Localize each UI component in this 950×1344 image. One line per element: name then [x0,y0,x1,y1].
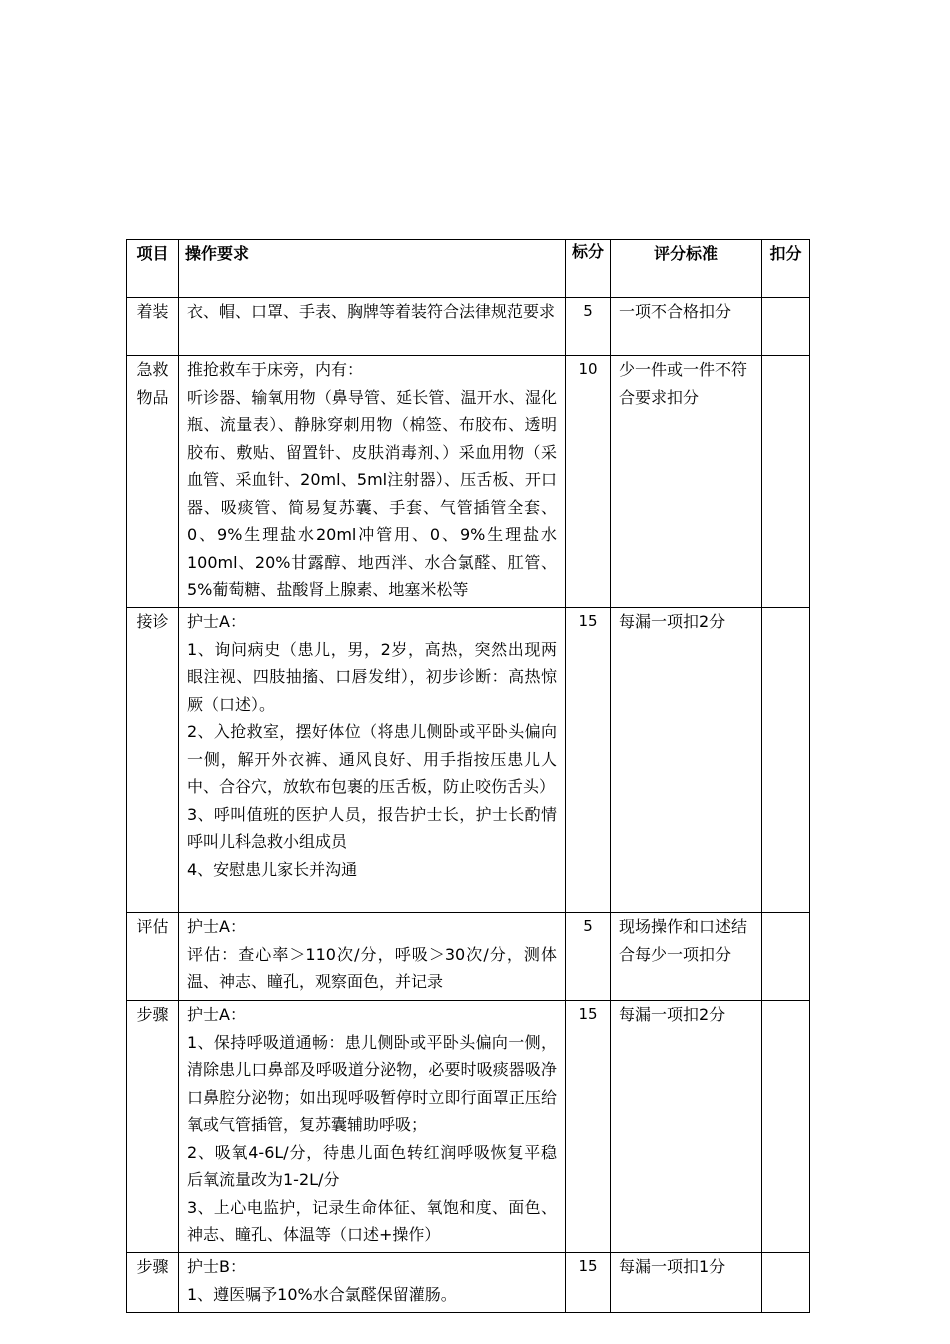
row-criteria: 每漏一项扣2分 [611,1001,762,1253]
table-header-row [127,240,810,298]
row-deduction [762,913,810,1001]
table-row [127,608,810,913]
header-item: 项目 [127,240,179,298]
row-item: 步骤 [127,1253,179,1313]
row-criteria: 每漏一项扣1分 [611,1253,762,1313]
requirement-line: 评估：查心率＞110次/分，呼吸＞30次/分，测体温、神志、瞳孔，观察面色，并记录 [187,944,557,991]
row-item: 评估 [127,913,179,1001]
row-score: 5 [566,913,611,1001]
row-score: 5 [566,298,611,356]
table-row [127,913,810,1001]
row-requirement [179,1001,566,1253]
row-item: 步骤 [127,1001,179,1253]
row-score: 15 [566,1001,611,1253]
requirement-line: 3、呼叫值班的医护人员，报告护士长，护士长酌情呼叫儿科急救小组成员 [187,804,557,851]
header-requirement: 操作要求 [179,240,566,298]
row-requirement [179,356,566,608]
row-deduction [762,298,810,356]
scoring-sheet [126,239,810,1313]
row-criteria: 现场操作和口述结合每少一项扣分 [611,913,762,1001]
requirement-line: 听诊器、输氧用物（鼻导管、延长管、温开水、湿化瓶、流量表）、静脉穿刺用物（棉签、布胶布、透明胶布、敷贴、留置针、皮肤消毒剂、）采血用物（采血管、采血针、20ml、5ml注射器）、压舌板、开口器、吸痰管、简易复苏囊、手套、气管插管全套、0、9%生理盐水20ml冲管用、0、9%生理盐水100ml、20%甘露醇、地西泮、水合氯醛、肛管、5%葡萄糖、盐酸肾上腺素、地塞米松等 [187,387,557,599]
row-item: 接诊 [127,608,179,913]
requirement-line: 1、询问病史（患儿，男，2岁，高热，突然出现两眼注视、四肢抽搐、口唇发绀），初步诊断：高热惊厥（口述）。 [187,639,557,714]
row-deduction [762,356,810,608]
requirement-line: 1、保持呼吸道通畅：患儿侧卧或平卧头偏向一侧，清除患儿口鼻部及呼吸道分泌物，必要时吸痰器吸净口鼻腔分泌物；如出现呼吸暂停时立即行面罩正压给氧或气管插管，复苏囊辅助呼吸； [187,1032,557,1134]
header-criteria: 评分标准 [611,240,762,298]
requirement-line: 2、吸氧4-6L/分，待患儿面色转红润呼吸恢复平稳后氧流量改为1-2L/分 [187,1142,557,1189]
requirement-line: 护士A： [187,1005,246,1024]
row-item: 急救物品 [127,356,179,608]
row-score: 15 [566,1253,611,1313]
row-criteria: 每漏一项扣2分 [611,608,762,913]
table-row [127,1001,810,1253]
row-criteria: 一项不合格扣分 [611,298,762,356]
table-row [127,298,810,356]
requirement-line: 护士A： [187,917,246,936]
row-deduction [762,1253,810,1313]
row-score: 10 [566,356,611,608]
header-deduction: 扣分 [762,240,810,298]
requirement-line: 4、安慰患儿家长并沟通 [187,859,358,879]
row-requirement: 衣、帽、口罩、手表、胸牌等着装符合法律规范要求 [179,298,566,356]
requirement-line: 护士A： [187,612,246,631]
requirement-line: 3、上心电监护，记录生命体征、氧饱和度、面色、神志、瞳孔、体温等（口述+操作） [187,1197,557,1244]
row-item: 着装 [127,298,179,356]
row-criteria: 少一件或一件不符合要求扣分 [611,356,762,608]
row-requirement [179,1253,566,1313]
scoring-table [126,239,810,1313]
row-score: 15 [566,608,611,913]
table-row [127,1253,810,1313]
row-deduction [762,1001,810,1253]
requirement-line: 推抢救车于床旁，内有： [187,360,364,379]
table-row [127,356,810,608]
requirement-line: 2、入抢救室，摆好体位（将患儿侧卧或平卧头偏向一侧，解开外衣裤、通风良好、用手指按压患儿人中、合谷穴，放软布包裹的压舌板，防止咬伤舌头） [187,722,557,796]
row-requirement [179,608,566,913]
header-score: 标分 [566,240,611,298]
requirement-line: 1、遵医嘱予10%水合氯醛保留灌肠。 [187,1284,457,1304]
row-requirement [179,913,566,1001]
requirement-line: 护士B： [187,1257,246,1276]
row-deduction [762,608,810,913]
